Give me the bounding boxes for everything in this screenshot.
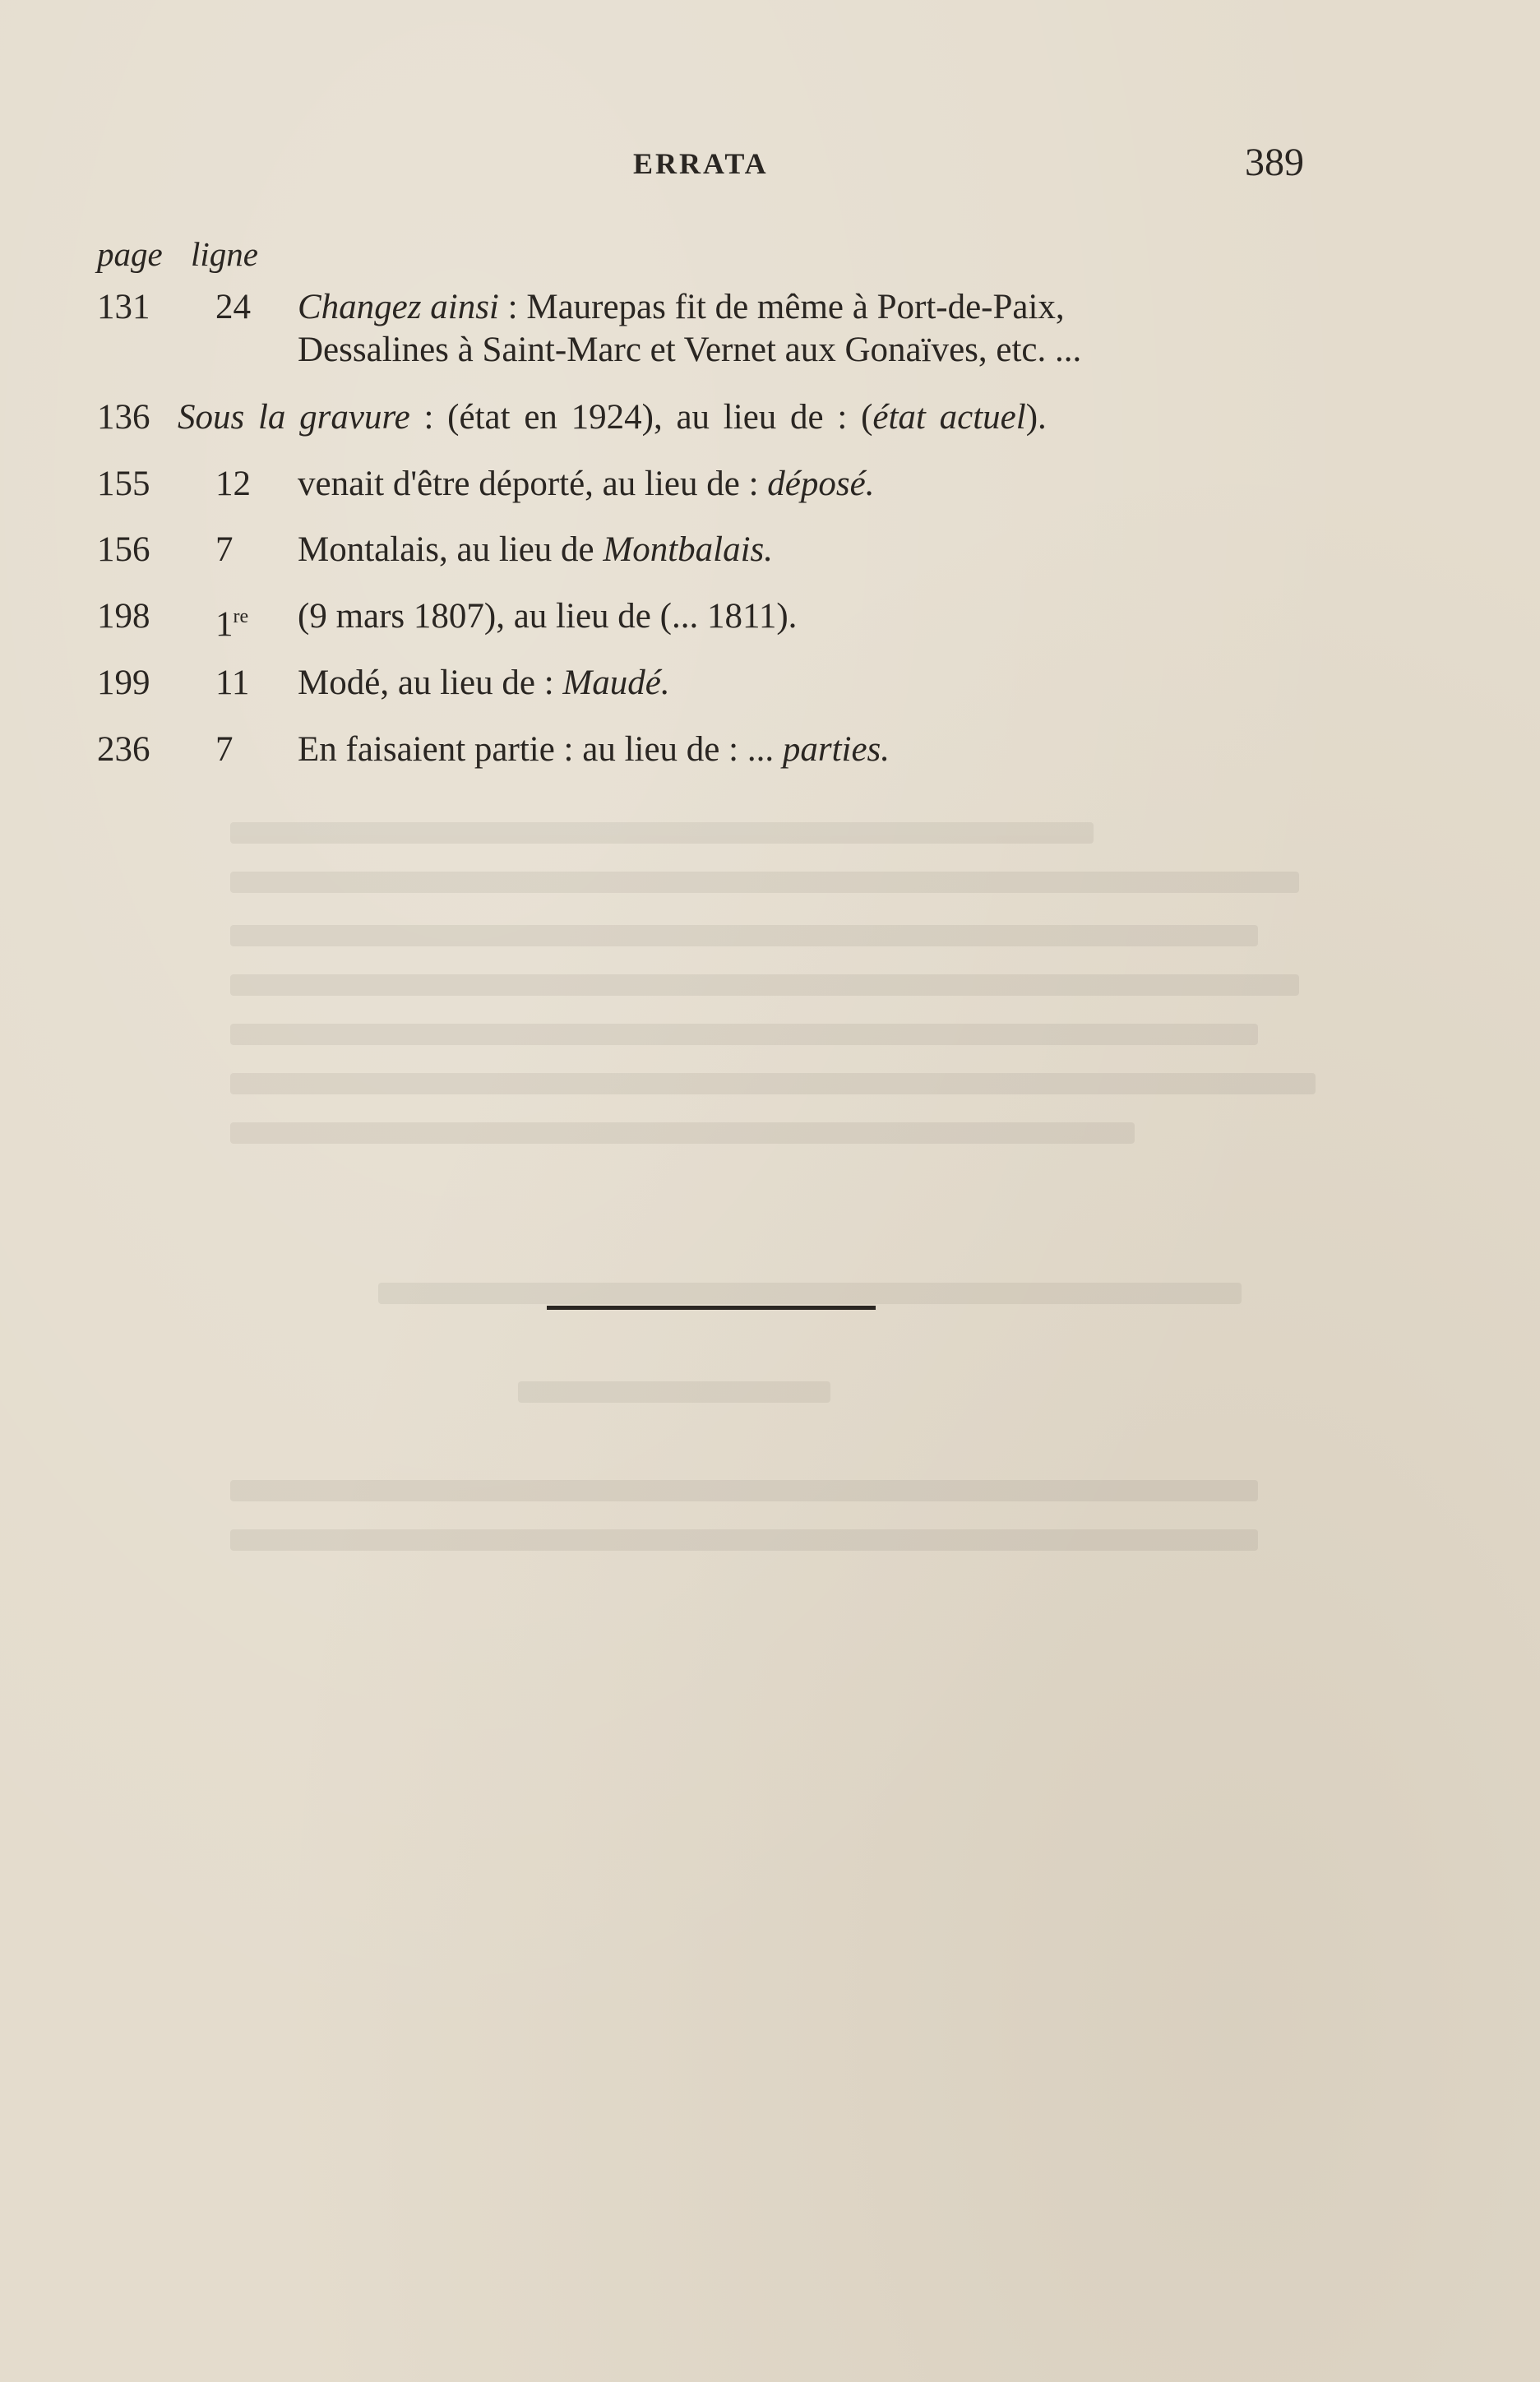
entry-text [298, 529, 1317, 571]
entry-mid: : (état en 1924), au lieu de : ( [409, 398, 873, 437]
running-title: ERRATA [633, 147, 769, 180]
entry-line: 11 [215, 664, 250, 702]
entry-text-line1: : Maurepas fit de même à Port-de-Paix, [498, 288, 1065, 326]
entry-emphasis: déposé. [767, 465, 875, 503]
entry-text [97, 396, 1047, 439]
entry-line: 7 [215, 730, 234, 769]
entry-body: (9 mars 1807), au lieu de (... 1811). [298, 597, 798, 636]
entry-page: 199 [97, 664, 150, 702]
entry-suffix: ). [1025, 398, 1047, 437]
entry-text [298, 728, 1317, 771]
entry-line-superscript: re [233, 606, 249, 627]
entry-text [298, 463, 1317, 506]
entry-page: 236 [97, 730, 150, 769]
running-head [0, 140, 1540, 189]
entry-prefix: Changez ainsi [298, 288, 499, 326]
entry-line: 24 [215, 288, 251, 326]
entry-emphasis: Maudé. [562, 664, 670, 702]
entry-line: 7 [215, 530, 234, 569]
entry-emphasis: Montbalais. [603, 530, 774, 569]
entry-body: Montalais, au lieu de [298, 530, 604, 569]
entry-text [298, 595, 1317, 638]
entry-line: 12 [215, 465, 251, 503]
column-headers [97, 234, 258, 274]
entry-page: 136 [97, 398, 150, 437]
entry-page: 131 [97, 288, 150, 326]
entry-page: 156 [97, 530, 150, 569]
entry-emphasis: parties. [782, 730, 890, 769]
page-number: 389 [1245, 141, 1304, 184]
entry-body: venait d'être déporté, au lieu de : [298, 465, 768, 503]
closing-rule [547, 1306, 876, 1310]
entry-page: 155 [97, 465, 150, 503]
bleed-through-texture [107, 822, 1324, 2220]
entry-body: Modé, au lieu de : [298, 664, 563, 702]
entry-emphasis: état actuel [872, 398, 1026, 437]
entry-page: 198 [97, 597, 150, 636]
entry-text [298, 286, 1317, 329]
column-header-line: ligne [191, 235, 258, 273]
column-header-page: page [97, 235, 163, 273]
entry-text [298, 662, 1317, 705]
entry-prefix: Sous la gravure [178, 398, 410, 437]
entry-line [215, 595, 248, 646]
entry-text-line2: Dessalines à Saint-Marc et Vernet aux Gonaïves, etc. ... [298, 331, 1082, 369]
entry-body: En faisaient partie : au lieu de : ... [298, 730, 783, 769]
entry-line-number: 1 [215, 605, 234, 644]
